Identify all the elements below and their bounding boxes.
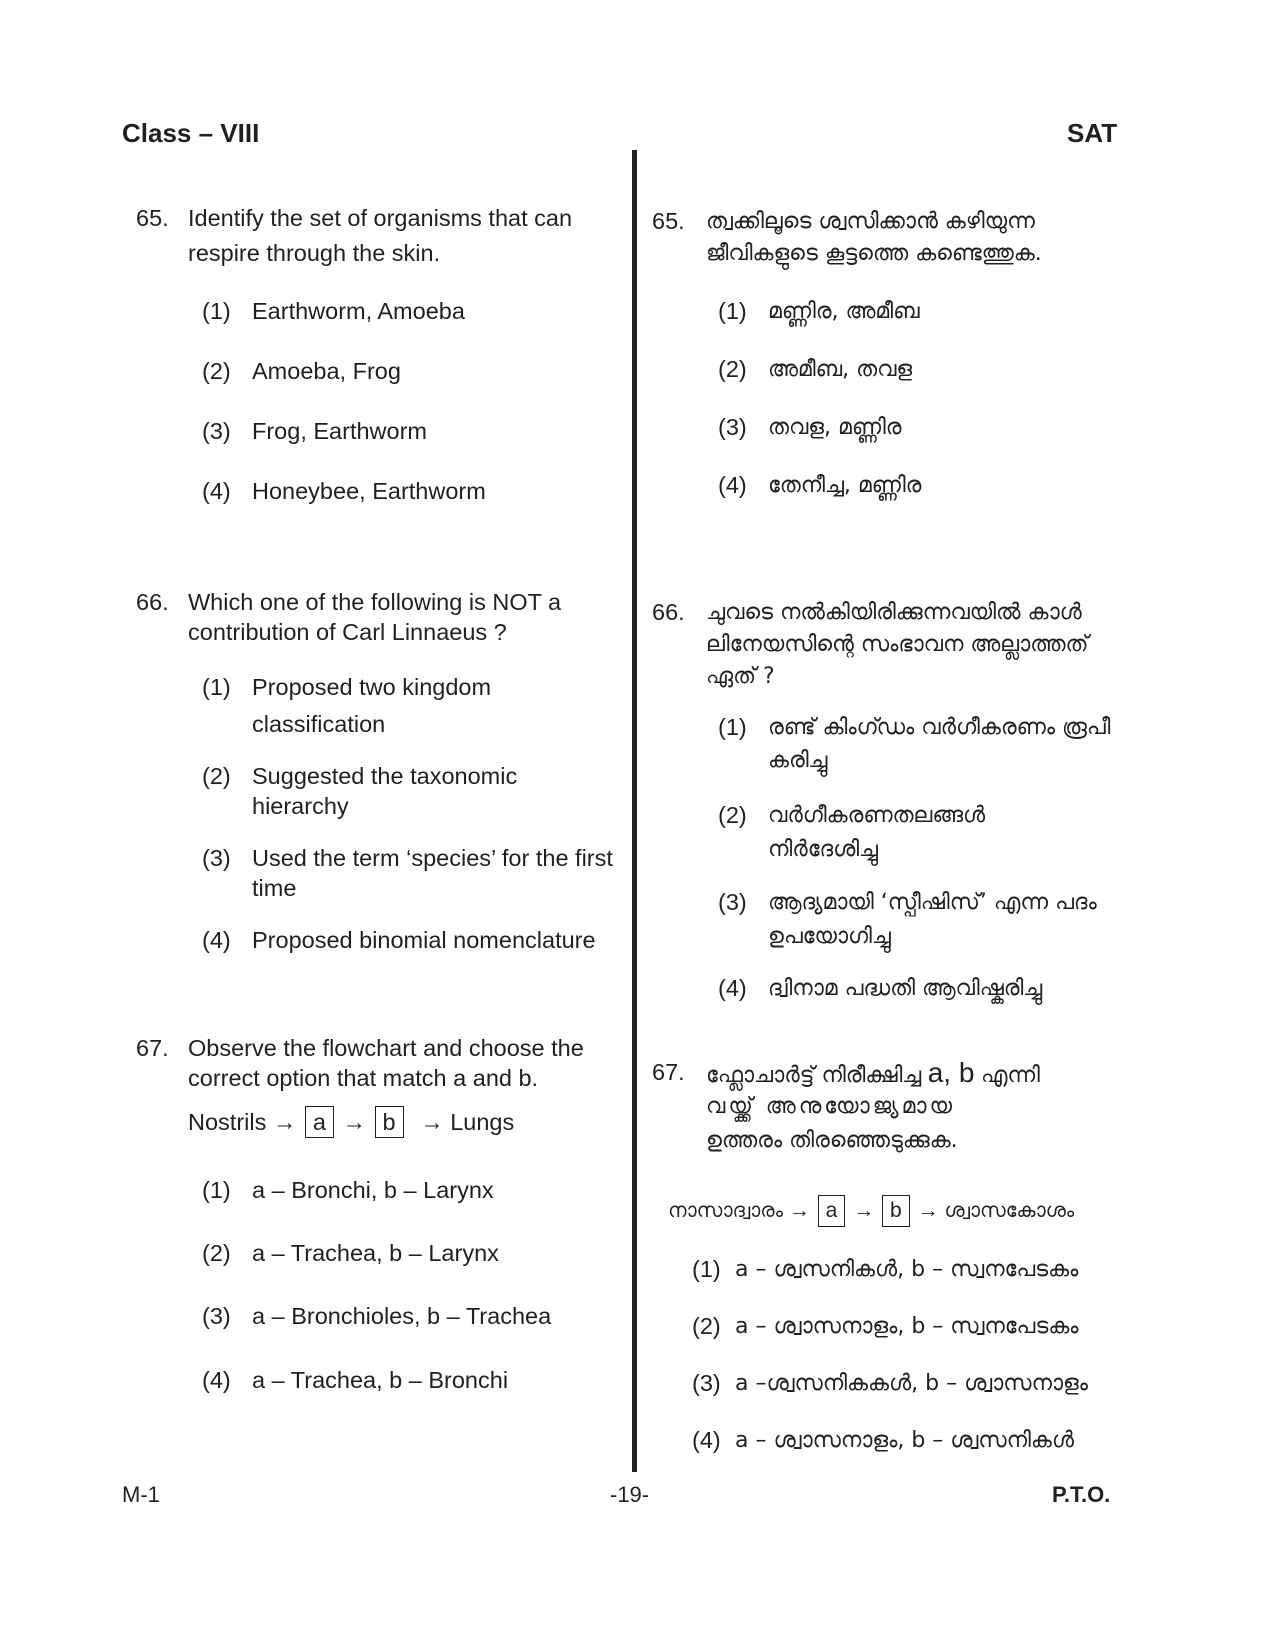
- flowchart-ml: [668, 1195, 1158, 1227]
- option-number: (3): [202, 418, 231, 444]
- option-number: (3): [202, 845, 231, 871]
- option-text: a – Bronchioles, b – Trachea: [252, 1303, 552, 1329]
- option-2: [692, 1311, 1162, 1342]
- flow-box-a: a: [305, 1106, 334, 1138]
- stem-text: എന്നി: [980, 1063, 1040, 1088]
- option-number: (2): [718, 802, 747, 828]
- option-number: (1): [202, 1177, 231, 1203]
- option-number: (2): [202, 1240, 231, 1266]
- flow-box-b: b: [375, 1106, 404, 1138]
- question-stem-line1: Identify the set of organisms that can: [188, 205, 573, 231]
- option-2: [202, 356, 622, 387]
- question-stem-line1: Observe the flowchart and choose the: [188, 1035, 584, 1061]
- option-4: [202, 1365, 622, 1396]
- option-text-line2: time: [252, 875, 297, 901]
- option-text: a – Bronchi, b – Larynx: [252, 1177, 494, 1203]
- column-divider: [632, 150, 637, 1472]
- option-text: a –ശ്വസനികകൾ, b – ശ്വാസനാളം: [735, 1371, 1088, 1396]
- question-stem-line3: ഏത് ?: [706, 664, 775, 689]
- question-number: 66.: [136, 589, 169, 615]
- option-1: [202, 296, 622, 327]
- arrow-icon: →: [917, 1199, 939, 1222]
- option-number: (4): [718, 472, 747, 498]
- option-text: ദ്വിനാമ പദ്ധതി ആവിഷ്കരിച്ചു: [768, 976, 1043, 1001]
- flow-end: ശ്വാസകോശം: [944, 1198, 1075, 1222]
- option-3: [202, 843, 622, 905]
- question-number: 67.: [652, 1059, 685, 1085]
- class-label: Class – VIII: [122, 118, 260, 148]
- option-1: [718, 712, 1158, 778]
- question-66-ml: [652, 594, 1152, 694]
- question-stem-line2: ജീവികളുടെ കൂട്ടത്തെ കണ്ടെത്തുക.: [706, 241, 1042, 266]
- option-text: മണ്ണിര, അമീബ: [768, 299, 920, 324]
- option-number: (4): [692, 1427, 721, 1453]
- arrow-icon: →: [853, 1199, 875, 1222]
- option-4: [718, 973, 1158, 1004]
- option-3: [718, 887, 1158, 953]
- option-1: [202, 672, 622, 742]
- question-stem-line2: വയ്ക്ക് അനുയോജ്യമായ: [706, 1094, 955, 1119]
- question-stem-line2: correct option that match a and b.: [188, 1065, 539, 1091]
- question-67-ml: [652, 1054, 1152, 1164]
- question-67-en: [136, 1030, 616, 1100]
- option-text: തവള, മണ്ണിര: [768, 415, 902, 440]
- option-3: [202, 1301, 622, 1332]
- option-text-line1: ആദ്യമായി ‘സ്പീഷിസ്’ എന്ന പദം: [768, 890, 1097, 915]
- option-2: [202, 761, 622, 823]
- option-3: [718, 412, 1158, 443]
- question-stem-line1: ചുവടെ നൽകിയിരിക്കുന്നവയിൽ കാൾ: [706, 600, 1082, 625]
- flow-box-a: a: [818, 1195, 846, 1227]
- option-text-line1: Used the term ‘species’ for the first: [252, 845, 613, 871]
- option-number: (4): [202, 1367, 231, 1393]
- question-stem-line1: ത്വക്കിലൂടെ ശ്വസിക്കാൻ കഴിയുന്ന: [706, 209, 1035, 234]
- option-text: Honeybee, Earthworm: [252, 478, 486, 504]
- question-stem-line1: Which one of the following is NOT a: [188, 589, 562, 615]
- option-number: (4): [718, 975, 747, 1001]
- option-1: [202, 1175, 622, 1206]
- option-number: (4): [202, 927, 231, 953]
- option-4: [692, 1425, 1162, 1456]
- flow-start: നാസാദ്വാരം: [668, 1198, 783, 1222]
- question-65-ml: [652, 203, 1152, 273]
- option-text: Frog, Earthworm: [252, 418, 427, 444]
- exam-label: SAT: [1067, 118, 1118, 148]
- arrow-icon: →: [420, 1109, 444, 1135]
- question-65-en: [136, 200, 616, 280]
- option-text: a – Trachea, b – Larynx: [252, 1240, 499, 1266]
- option-number: (4): [202, 478, 231, 504]
- flowchart-en: [188, 1106, 608, 1138]
- option-3: [202, 416, 622, 447]
- question-stem-line2: ലിനേയസിന്റെ സംഭാവന അല്ലാത്തത്: [706, 632, 1089, 657]
- option-4: [202, 925, 622, 956]
- option-number: (2): [202, 358, 231, 384]
- option-number: (3): [202, 1303, 231, 1329]
- option-2: [718, 354, 1158, 385]
- option-text: Earthworm, Amoeba: [252, 298, 465, 324]
- option-text: അമീബ, തവള: [768, 357, 913, 382]
- option-number: (2): [202, 763, 231, 789]
- option-2: [202, 1238, 622, 1269]
- option-text: തേനീച്ച, മണ്ണിര: [768, 473, 922, 498]
- option-text: a – ശ്വാസനാളം, b – സ്വനപേടകം: [735, 1314, 1079, 1339]
- question-stem-line3: ഉത്തരം തിരഞ്ഞെടുക്കുക.: [706, 1128, 958, 1153]
- option-number: (2): [692, 1313, 721, 1339]
- question-number: 65.: [136, 205, 169, 231]
- question-number: 67.: [136, 1035, 169, 1061]
- option-text-line1: Proposed two kingdom: [252, 674, 492, 700]
- arrow-icon: →: [272, 1109, 297, 1135]
- option-number: (1): [202, 298, 231, 324]
- option-text: a – Trachea, b – Bronchi: [252, 1367, 509, 1393]
- option-text: Amoeba, Frog: [252, 358, 401, 384]
- flow-box-b: b: [882, 1195, 910, 1227]
- option-4: [718, 470, 1158, 501]
- option-1: [692, 1254, 1162, 1285]
- option-text-line2: classification: [252, 711, 386, 737]
- option-text-line1: Suggested the taxonomic: [252, 763, 518, 789]
- stem-text: ഫ്ലോചാർട്ട് നിരീക്ഷിച്ച: [706, 1063, 922, 1088]
- question-stem-line2: contribution of Carl Linnaeus ?: [188, 619, 507, 645]
- option-number: (1): [718, 298, 747, 324]
- option-number: (1): [202, 674, 231, 700]
- flow-end: Lungs: [450, 1109, 515, 1135]
- option-number: (3): [718, 414, 747, 440]
- option-text: Proposed binomial nomenclature: [252, 927, 596, 953]
- question-66-en: [136, 584, 616, 654]
- option-number: (1): [718, 714, 747, 740]
- arrow-icon: →: [342, 1109, 367, 1135]
- option-number: (3): [692, 1370, 721, 1396]
- option-4: [202, 476, 622, 507]
- option-text-line1: രണ്ട് കിംഗ്ഡം വർഗീകരണം രൂപീ: [768, 715, 1111, 740]
- question-stem-line2: respire through the skin.: [188, 240, 441, 266]
- option-text-line2: ഉപയോഗിച്ചു: [768, 924, 891, 949]
- flow-start: Nostrils: [188, 1109, 267, 1135]
- option-3: [692, 1368, 1162, 1399]
- option-text: a – ശ്വാസനാളം, b – ശ്വസനികൾ: [735, 1428, 1074, 1453]
- footer-code: M-1: [122, 1482, 160, 1507]
- stem-letters: a, b: [927, 1057, 975, 1088]
- option-number: (1): [692, 1256, 721, 1282]
- arrow-icon: →: [788, 1199, 810, 1222]
- option-number: (2): [718, 356, 747, 382]
- option-text-line2: നിർദേശിച്ചു: [768, 837, 878, 862]
- option-text-line2: കരിച്ചു: [768, 748, 828, 773]
- option-number: (3): [718, 889, 747, 915]
- option-2: [718, 800, 1158, 866]
- option-text-line2: hierarchy: [252, 793, 349, 819]
- option-1: [718, 296, 1158, 327]
- question-number: 65.: [652, 208, 685, 234]
- question-number: 66.: [652, 599, 685, 625]
- option-text: a – ശ്വസനികൾ, b – സ്വനപേടകം: [735, 1257, 1079, 1282]
- page-number: -19-: [610, 1482, 650, 1507]
- option-text-line1: വർഗീകരണതലങ്ങൾ: [768, 803, 986, 828]
- pto-label: P.T.O.: [1052, 1482, 1111, 1507]
